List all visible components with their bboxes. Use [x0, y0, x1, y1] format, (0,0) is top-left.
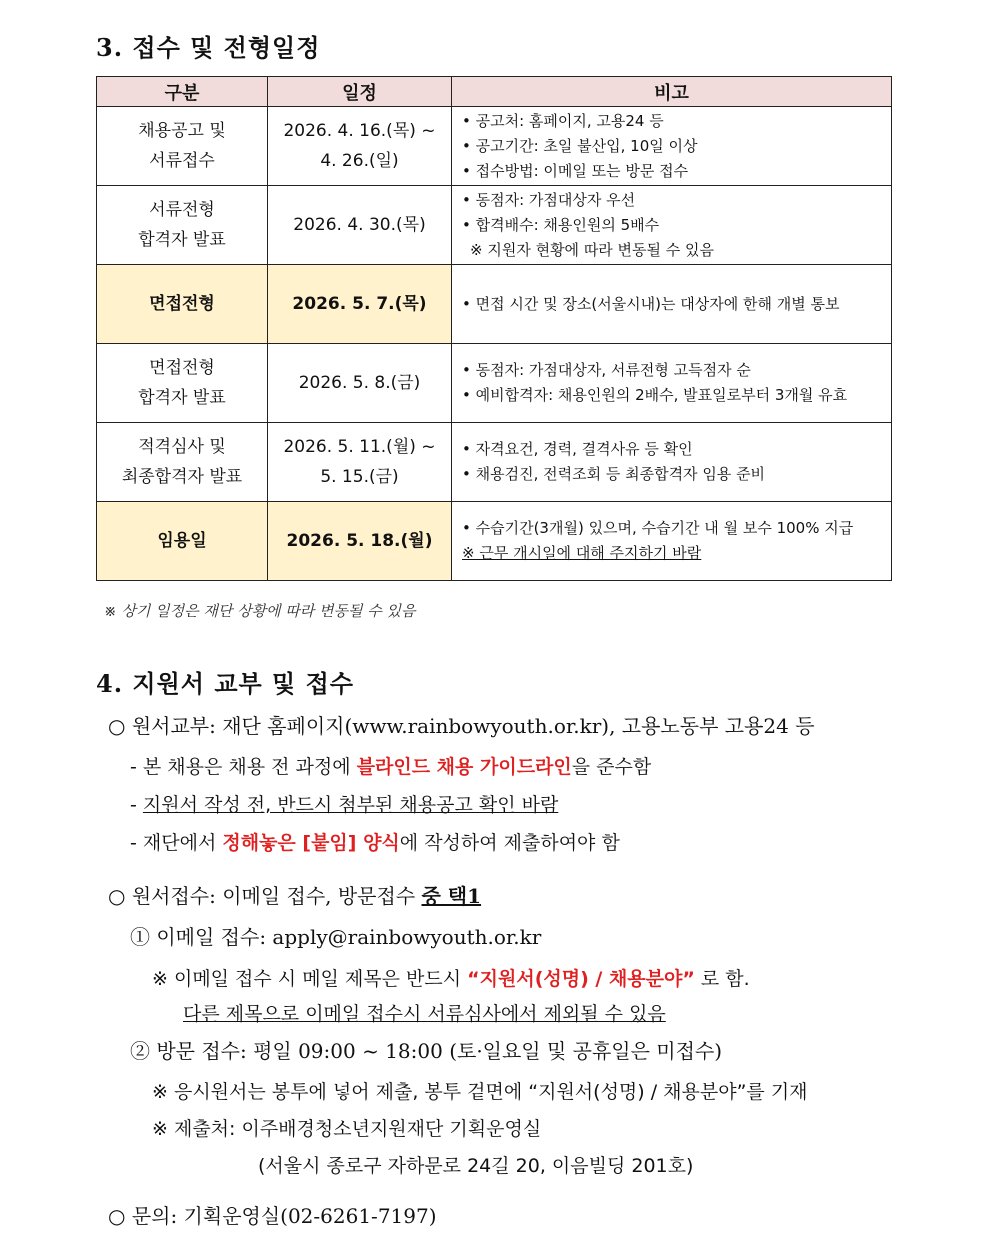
stage-cell: 적격심사 및 최종합격자 발표: [97, 423, 268, 502]
form-highlight: 정해놓은 [붙임] 양식: [222, 832, 400, 854]
header-stage: 구분: [97, 77, 268, 107]
table-row-highlight: [97, 265, 892, 344]
circle-bullet-icon: ○: [108, 1204, 126, 1228]
submission-line: ○ 원서접수: 이메일 접수, 방문접수 중 택1: [108, 884, 482, 908]
email-submission: ① 이메일 접수: apply@rainbowyouth.or.kr: [130, 925, 542, 949]
stage-cell: 채용공고 및 서류접수: [97, 107, 268, 186]
schedule-table: [96, 76, 892, 581]
choose-one: 중 택1: [421, 884, 482, 908]
date-cell: 2026. 5. 18.(월): [268, 502, 452, 581]
distribution-item-1: - 본 채용은 채용 전 과정에 블라인드 채용 가이드라인을 준수함: [130, 756, 652, 778]
notes-cell: • 수습기간(3개월) 있으며, 수습기간 내 월 보수 100% 지급 ※ 근무 개시일에 대해 주지하기 바람: [452, 502, 892, 581]
notes-cell: • 동점자: 가점대상자 우선 • 합격배수: 채용인원의 5배수 ※ 지원자 현황에 따라 변동될 수 있음: [452, 186, 892, 265]
circle-bullet-icon: ○: [108, 714, 126, 738]
table-row-highlight: [97, 502, 892, 581]
header-notes: 비고: [452, 77, 892, 107]
inquiry-text: 문의: 기획운영실(02-6261-7197): [131, 1204, 437, 1228]
email-note-2: 다른 제목으로 이메일 접수시 서류심사에서 제외될 수 있음: [183, 1003, 666, 1025]
table-row: [97, 423, 892, 502]
stage-cell: 임용일: [97, 502, 268, 581]
table-row: [97, 107, 892, 186]
circle-bullet-icon: ○: [108, 884, 126, 908]
schedule-footnote: ※ 상기 일정은 재단 상황에 따라 변동될 수 있음: [104, 602, 416, 620]
visit-address: (서울시 종로구 자하문로 24길 20, 이음빌딩 201호): [258, 1155, 694, 1177]
section3-title: 3. 접수 및 전형일정: [96, 33, 321, 62]
distribution-line: [108, 710, 815, 739]
table-header-row: [97, 77, 892, 107]
date-cell: 2026. 5. 7.(목): [268, 265, 452, 344]
distribution-item-3: - 재단에서 정해놓은 [붙임] 양식에 작성하여 제출하여야 함: [130, 832, 620, 854]
notes-cell: • 동점자: 가점대상자, 서류전형 고득점자 순 • 예비합격자: 채용인원의 2배수, 발표일로부터 3개월 유효: [452, 344, 892, 423]
stage-cell: 면접전형: [97, 265, 268, 344]
distribution-item-2: - 지원서 작성 전, 반드시 첨부된 채용공고 확인 바람: [130, 794, 559, 816]
notes-cell: • 자격요건, 경력, 결격사유 등 확인 • 채용검진, 전력조회 등 최종합격자 임용 준비: [452, 423, 892, 502]
date-cell: 2026. 5. 8.(금): [268, 344, 452, 423]
visit-submission: ② 방문 접수: 평일 09:00 ~ 18:00 (토·일요일 및 공휴일은 미접수): [130, 1039, 723, 1063]
stage-cell: 면접전형 합격자 발표: [97, 344, 268, 423]
distribution-text: 원서교부: 재단 홈페이지(www.rainbowyouth.or.kr), 고용노동부 고용24 등: [131, 714, 815, 738]
date-cell: 2026. 5. 11.(월) ~ 5. 15.(금): [268, 423, 452, 502]
email-subject-format: “지원서(성명) / 채용분야”: [467, 968, 695, 990]
blind-guideline-highlight: 블라인드 채용 가이드라인: [356, 756, 572, 778]
notes-cell: • 면접 시간 및 장소(서울시내)는 대상자에 한해 개별 통보: [452, 265, 892, 344]
date-cell: 2026. 4. 16.(목) ~ 4. 26.(일): [268, 107, 452, 186]
table-row: [97, 186, 892, 265]
visit-note-2: ※ 제출처: 이주배경청소년지원재단 기획운영실: [152, 1118, 542, 1140]
email-note: ※ 이메일 접수 시 메일 제목은 반드시 “지원서(성명) / 채용분야” 로 함.: [152, 968, 750, 990]
stage-cell: 서류전형 합격자 발표: [97, 186, 268, 265]
visit-note-1: ※ 응시원서는 봉투에 넣어 제출, 봉투 겉면에 “지원서(성명) / 채용분야”를 기재: [152, 1081, 808, 1103]
table-row: [97, 344, 892, 423]
date-cell: 2026. 4. 30.(목): [268, 186, 452, 265]
notes-cell: • 공고처: 홈페이지, 고용24 등 • 공고기간: 초일 불산입, 10일 이상 • 접수방법: 이메일 또는 방문 접수: [452, 107, 892, 186]
inquiry-line: [108, 1200, 437, 1229]
header-date: 일정: [268, 77, 452, 107]
section4-title: 4. 지원서 교부 및 접수: [96, 669, 354, 698]
